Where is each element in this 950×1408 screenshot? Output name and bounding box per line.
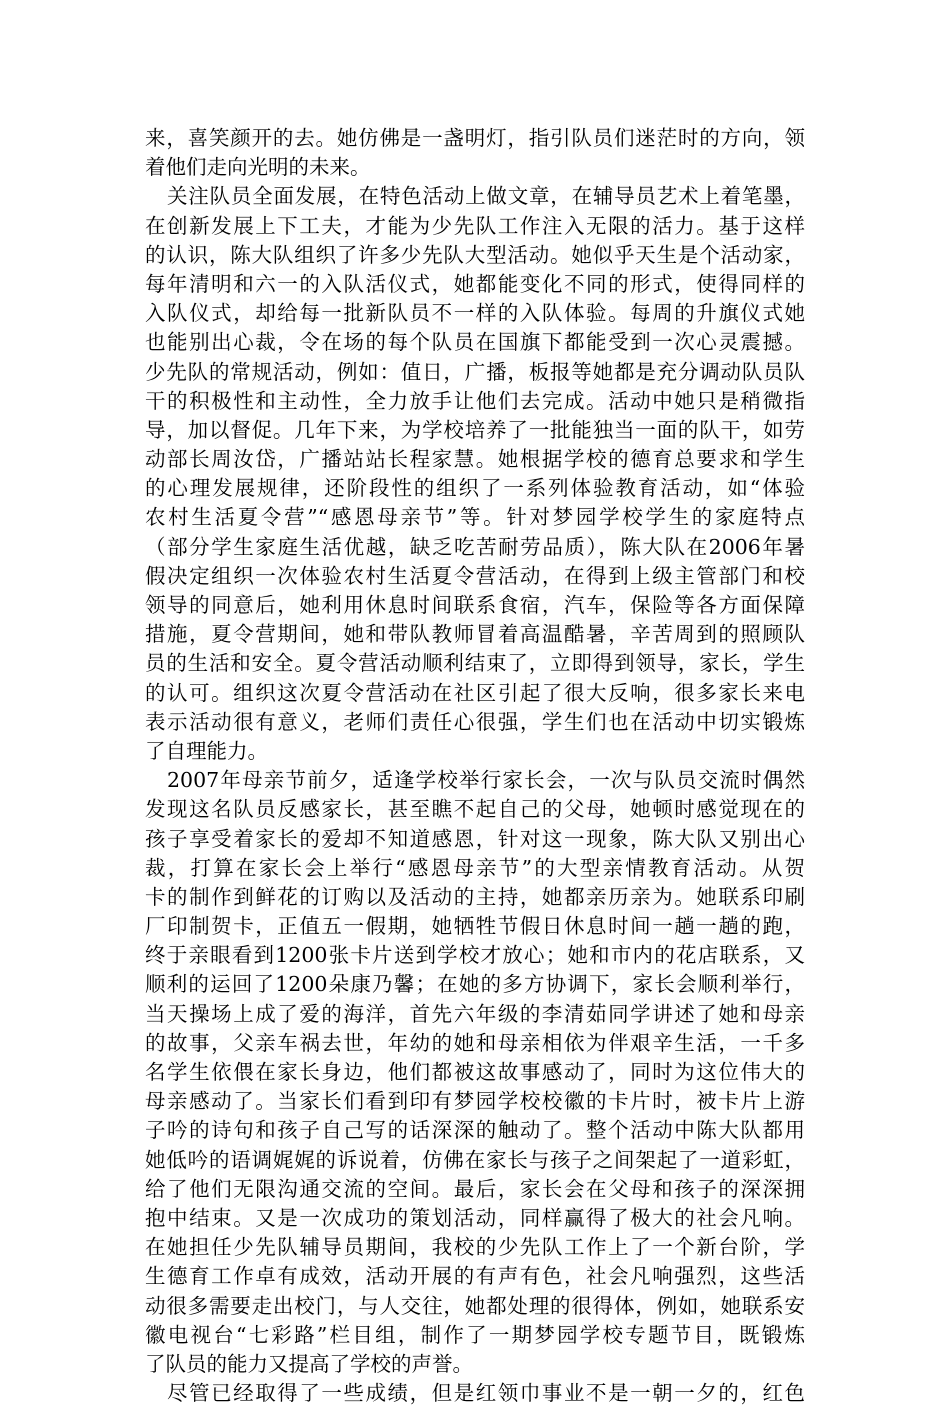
text-line: 给了他们无限沟通交流的空间。最后，家长会在父母和孩子的深深拥	[145, 1176, 805, 1201]
text-line: 也能别出心裁，令在场的每个队员在国旗下都能受到一次心灵震撼。	[145, 330, 805, 355]
document-body	[145, 124, 805, 1408]
text-line: 子吟的诗句和孩子自己写的话深深的触动了。整个活动中陈大队都用	[145, 1118, 805, 1143]
text-line: 当天操场上成了爱的海洋，首先六年级的李清茹同学讲述了她和母亲	[145, 1001, 805, 1026]
text-line: 的心理发展规律，还阶段性的组织了一系列体验教育活动，如“体验	[145, 476, 805, 501]
text-line: （部分学生家庭生活优越，缺乏吃苦耐劳品质），陈大队在2006年暑	[145, 534, 805, 559]
text-line: 动很多需要走出校门，与人交往，她都处理的很得体，例如，她联系安	[145, 1293, 805, 1318]
text-line: 发现这名队员反感家长，甚至瞧不起自己的父母，她顿时感觉现在的	[145, 797, 805, 822]
text-line: 来，喜笑颜开的去。她仿佛是一盏明灯，指引队员们迷茫时的方向，领	[145, 126, 805, 150]
text-line: 了队员的能力又提高了学校的声誉。	[145, 1351, 473, 1376]
paragraph-first-line: 尽管已经取得了一些成绩，但是红领巾事业不是一朝一夕的，红色	[167, 1381, 805, 1406]
paragraph-first-line: 2007年母亲节前夕，适逢学校举行家长会，一次与队员交流时偶然	[167, 768, 805, 793]
text-line: 员的生活和安全。夏令营活动顺利结束了，立即得到领导，家长，学生	[145, 651, 805, 676]
text-line: 名学生依偎在家长身边，他们都被这故事感动了，同时为这位伟大的	[145, 1060, 805, 1084]
text-line: 了自理能力。	[145, 738, 268, 763]
text-line: 徽电视台“七彩路”栏目组，制作了一期梦园学校专题节目，既锻炼	[145, 1322, 805, 1347]
text-line: 裁，打算在家长会上举行“感恩母亲节”的大型亲情教育活动。从贺	[145, 855, 805, 880]
text-line: 厂印制贺卡，正值五一假期，她牺牲节假日休息时间一趟一趟的跑，	[145, 914, 805, 939]
text-line: 导，加以督促。几年下来，为学校培养了一批能独当一面的队干，如劳	[145, 417, 805, 442]
text-line: 干的积极性和主动性，全力放手让他们去完成。活动中她只是稍微指	[145, 388, 805, 413]
text-line: 抱中结束。又是一次成功的策划活动，同样赢得了极大的社会凡响。	[145, 1205, 805, 1230]
text-line: 入队仪式，却给每一批新队员不一样的入队体验。每周的升旗仪式她	[145, 301, 805, 326]
text-line: 措施，夏令营期间，她和带队教师冒着高温酷暑，辛苦周到的照顾队	[145, 622, 805, 647]
text-line: 动部长周汝岱，广播站站长程家慧。她根据学校的德育总要求和学生	[145, 447, 805, 472]
text-line: 终于亲眼看到1200张卡片送到学校才放心；她和市内的花店联系，又	[145, 943, 805, 968]
text-line: 在创新发展上下工夫，才能为少先队工作注入无限的活力。基于这样	[145, 213, 805, 238]
text-line: 孩子享受着家长的爱却不知道感恩，针对这一现象，陈大队又别出心	[145, 826, 805, 851]
text-line: 表示活动很有意义，老师们责任心很强，学生们也在活动中切实锻炼	[145, 709, 805, 734]
text-line: 领导的同意后，她利用休息时间联系食宿，汽车，保险等各方面保障	[145, 593, 805, 617]
text-line: 农村生活夏令营”“感恩母亲节”等。针对梦园学校学生的家庭特点	[145, 505, 805, 530]
text-line: 生德育工作卓有成效，活动开展的有声有色，社会凡响强烈，这些活	[145, 1264, 805, 1289]
text-line: 少先队的常规活动，例如：值日，广播，板报等她都是充分调动队员队	[145, 359, 805, 384]
text-line: 在她担任少先队辅导员期间，我校的少先队工作上了一个新台阶，学	[145, 1235, 805, 1260]
text-line: 的认可。组织这次夏令营活动在社区引起了很大反响，很多家长来电	[145, 680, 805, 705]
text-line: 她低吟的语调娓娓的诉说着，仿佛在家长与孩子之间架起了一道彩虹，	[145, 1147, 805, 1172]
text-line: 卡的制作到鲜花的订购以及活动的主持，她都亲历亲为。她联系印刷	[145, 884, 805, 909]
paragraph-first-line: 关注队员全面发展，在特色活动上做文章，在辅导员艺术上着笔墨，	[167, 184, 805, 209]
text-line: 假决定组织一次体验农村生活夏令营活动，在得到上级主管部门和校	[145, 563, 805, 588]
text-line: 顺利的运回了1200朵康乃馨；在她的多方协调下，家长会顺利举行，	[145, 972, 805, 997]
text-line: 着他们走向光明的未来。	[145, 155, 371, 180]
text-line: 每年清明和六一的入队活仪式，她都能变化不同的形式，使得同样的	[145, 271, 805, 296]
text-line: 的认识，陈大队组织了许多少先队大型活动。她似乎天生是个活动家，	[145, 242, 805, 267]
text-line: 的故事，父亲车祸去世，年幼的她和母亲相依为伴艰辛生活，一千多	[145, 1030, 805, 1055]
text-line: 母亲感动了。当家长们看到印有梦园学校校徽的卡片时，被卡片上游	[145, 1089, 805, 1114]
